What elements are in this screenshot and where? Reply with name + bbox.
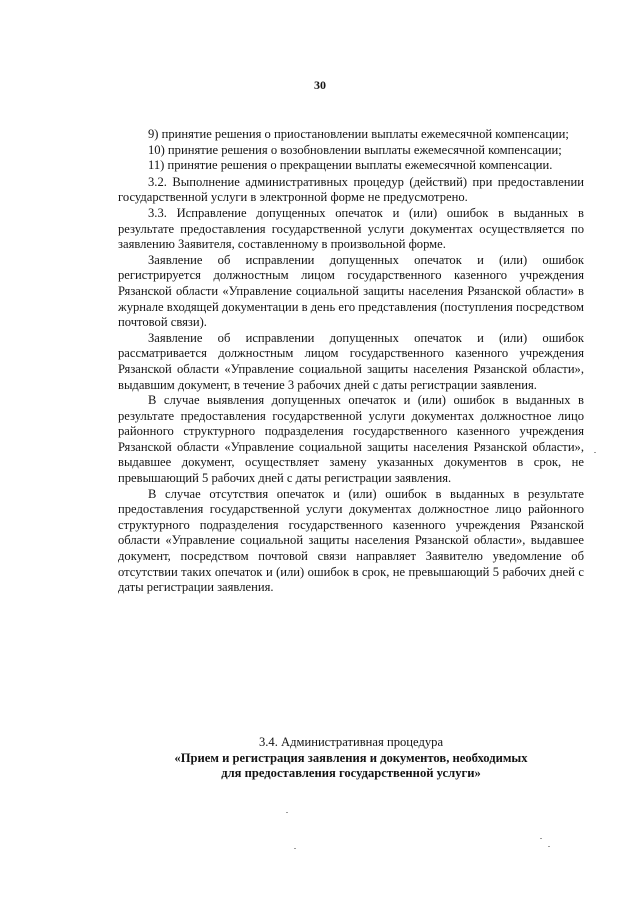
paragraph-item-9: 9) принятие решения о приостановлении выплаты ежемесячной компенсации; [148,127,569,141]
paragraph-3-2: 3.2. Выполнение административных процедур (действий) при предоставлении государственной услуги в электронной форме не предусмотрено. [118,174,584,205]
section-heading [118,735,584,782]
paragraph-errors-found: В случае выявления допущенных опечаток и (или) ошибок в выданных в результате предоставления государственной услуги документах должностное лицо районного структурного подразделения государственного казенного учреждения Рязанской области «Управление социальной защиты населения Рязанской области», выдавшее документ, осуществляет замену указанных документов в срок, не превышающий 5 рабочих дней с даты регистрации заявления. [118,393,584,486]
paragraph-item-11: 11) принятие решения о прекращении выплаты ежемесячной компенсации. [148,158,553,173]
scan-speck [294,848,296,849]
scan-speck [286,812,288,813]
section-heading-title: «Прием и регистрация заявления и документов, необходимых [174,750,528,765]
paragraph-item-10: 10) принятие решения о возобновлении выплаты ежемесячной компенсации; [148,142,562,157]
scan-speck [594,452,596,453]
paragraph-errors-absent: В случае отсутствия опечаток и (или) ошибок в выданных в результате предоставления государственной услуги документах должностное лицо районного структурного подразделения государственного казенного учреждения Рязанской области «Управление социальной защиты населения Рязанской области», выдавшее документ, посредством почтовой связи направляет Заявителю уведомление об отсутствии таких опечаток и (или) ошибок в срок, не превышающий 5 рабочих дней с даты регистрации заявления. [118,486,584,595]
scan-speck [540,838,542,839]
paragraph-review: Заявление об исправлении допущенных опечаток и (или) ошибок рассматривается должностным лицом государственного казенного учреждения Рязанской области «Управление социальной защиты населения Рязанской области», выдавшим документ, в течение 3 рабочих дней с даты регистрации заявления. [118,330,584,392]
section-heading-number: 3.4. Административная процедура [258,735,444,749]
page-number: 30 [314,78,326,92]
scan-speck [548,846,550,847]
paragraph-registration: Заявление об исправлении допущенных опечаток и (или) ошибок регистрируется должностным лицом государственного казенного учреждения Рязанской области «Управление социальной защиты населения Рязанской области» в журнале входящей документации в день его представления (поступления посредством почтовой связи). [118,252,584,330]
document-body [118,127,584,596]
section-heading-title-cont: для предоставления государственной услуги» [221,766,481,781]
paragraph-3-3: 3.3. Исправление допущенных опечаток и (или) ошибок в выданных в результате предоставления государственной услуги документах осуществляется по заявлению Заявителя, составленному в произвольной форме. [118,205,584,252]
